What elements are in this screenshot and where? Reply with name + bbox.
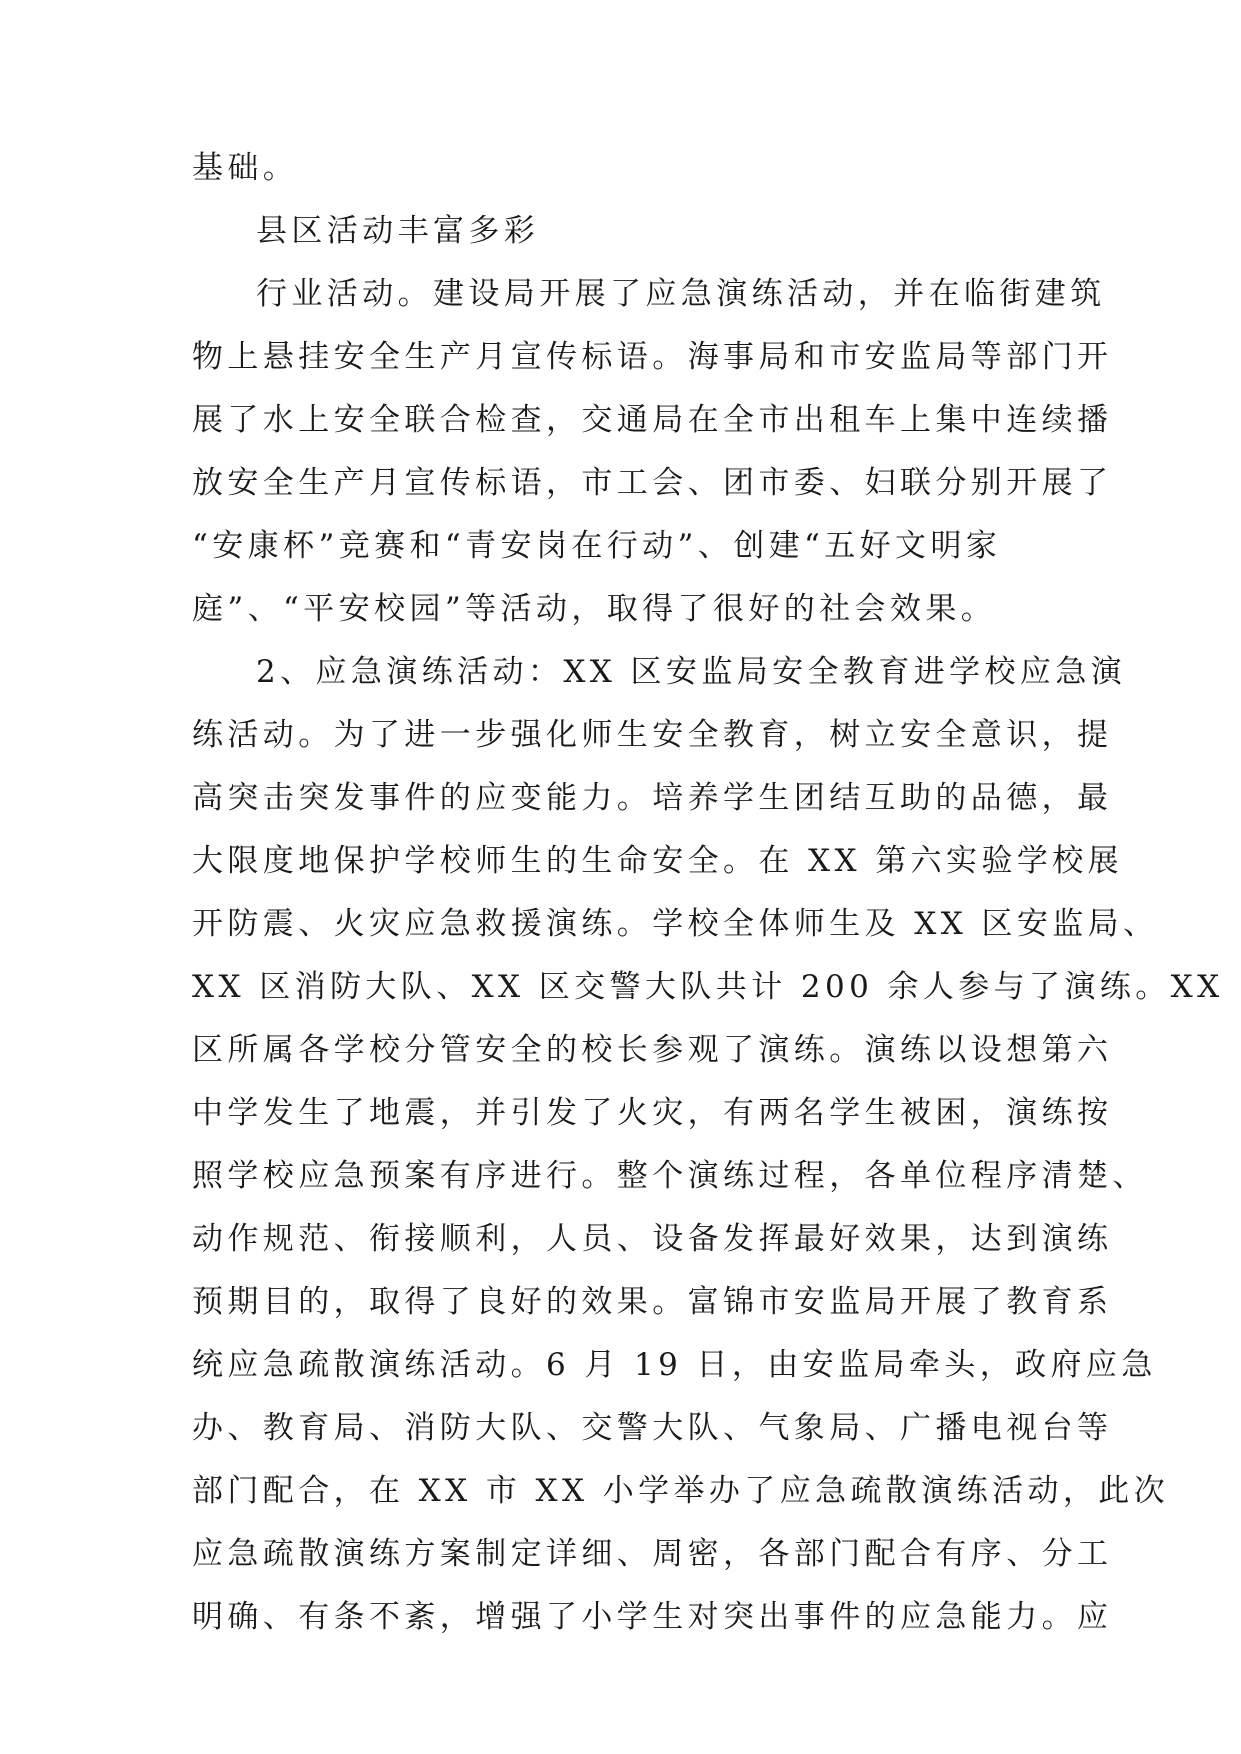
- text-line: 物上悬挂安全生产月宣传标语。海事局和市安监局等部门开: [192, 339, 1113, 375]
- text-line: 中学发生了地震，并引发了火灾，有两名学生被困，演练按: [192, 1095, 1113, 1131]
- text-line: 照学校应急预案有序进行。整个演练过程，各单位程序清楚、: [192, 1158, 1148, 1194]
- text-line: 行业活动。建设局开展了应急演练活动，并在临街建筑: [256, 276, 1106, 312]
- text-line: 部门配合，在 XX 市 XX 小学举办了应急疏散演练活动，此次: [192, 1473, 1170, 1509]
- text-line: 基础。: [192, 150, 299, 186]
- text-line: 预期目的，取得了良好的效果。富锦市安监局开展了教育系: [192, 1284, 1113, 1320]
- text-line: 练活动。为了进一步强化师生安全教育，树立安全意识，提: [192, 717, 1113, 753]
- text-line: 明确、有条不紊，增强了小学生对突出事件的应急能力。应: [192, 1599, 1113, 1635]
- text-line: 放安全生产月宣传标语，市工会、团市委、妇联分别开展了: [192, 465, 1113, 501]
- text-line: 大限度地保护学校师生的生命安全。在 XX 第六实验学校展: [192, 843, 1124, 879]
- text-line: 高突击突发事件的应变能力。培养学生团结互助的品德，最: [192, 780, 1113, 816]
- text-line: 开防震、火灾应急救援演练。学校全体师生及 XX 区安监局、: [192, 906, 1159, 942]
- text-line: 2、应急演练活动：XX 区安监局安全教育进学校应急演: [256, 654, 1127, 690]
- text-line: 应急疏散演练方案制定详细、周密，各部门配合有序、分工: [192, 1536, 1113, 1572]
- text-line: XX 区消防大队、XX 区交警大队共计 200 余人参与了演练。XX: [192, 969, 1224, 1005]
- text-line: 庭”、“平安校园”等活动，取得了很好的社会效果。: [192, 591, 997, 627]
- text-line: 区所属各学校分管安全的校长参观了演练。演练以设想第六: [192, 1032, 1113, 1068]
- text-line: 展了水上安全联合检查，交通局在全市出租车上集中连续播: [192, 402, 1113, 438]
- text-line: 办、教育局、消防大队、交警大队、气象局、广播电视台等: [192, 1410, 1113, 1446]
- section-heading: 县区活动丰富多彩: [256, 213, 540, 249]
- text-line: 统应急疏散演练活动。6 月 19 日，由安监局牵头，政府应急: [192, 1347, 1157, 1383]
- text-line: “安康杯”竞赛和“青安岗在行动”、创建“五好文明家: [192, 528, 1002, 564]
- text-line: 动作规范、衔接顺利，人员、设备发挥最好效果，达到演练: [192, 1221, 1113, 1257]
